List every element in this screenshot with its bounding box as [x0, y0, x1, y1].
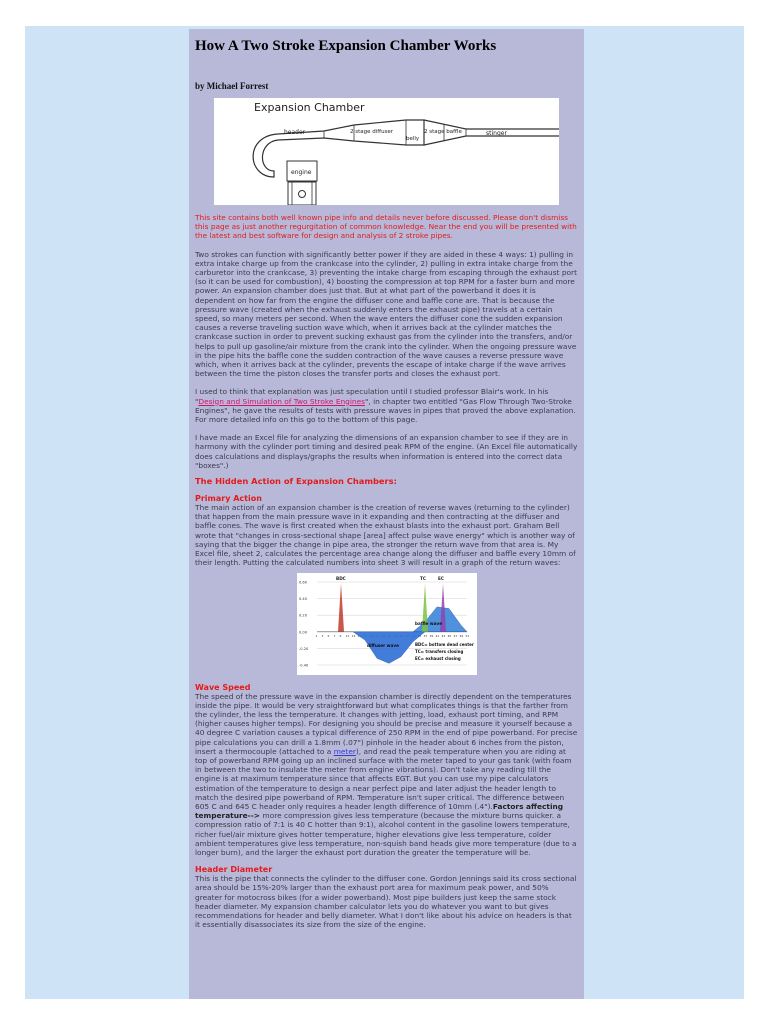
wave-speed-text-after: ), and read the peak temperature when you are riding at top of powerband RPM going up an inclined surface with the meter taped to your gas tank (with foam in between the two to insulate the meter from engine vibrations). Don't take any reading till the engine is at maximum temperature since that affects EGT. But you can use my pipe calculators estimation of the temperature to design a near perfect pipe and later adjust the header length to match the desired pipe powerband of RPM. Temperature isn't super critical. The difference between 605 C and 645 C header only requires a header length difference of 10mm (.4").: [195, 746, 572, 811]
x-tick-label: 39: [429, 633, 434, 638]
x-tick-label: 11: [345, 633, 350, 638]
blair-paragraph: [195, 387, 578, 424]
hidden-action-heading: The Hidden Action of Expansion Chambers:: [195, 476, 397, 487]
baffle-label: 2 stage baffle: [424, 129, 462, 135]
explanation-paragraph: Two strokes can function with significantly better power if they are aided in these 4 ways: 1) pulling in extra intake charge up from the crankcase into the cylinder, 2) pulling in extra intake charge from the carburetor into the crankcase, 3) preventing the intake charge from escaping through the exhaust port (so it can be used for combustion), 4) boosting the compression at top RPM for a faster burn and more power. An expansion chamber does just that. But at what part of the powerband it does it is dependent on how far from the engine the diffuser cone and baffle cone are. That is because the pressure wave (created when the exhaust suddenly enters the exhaust pipe) travels at a certain speed, so many meters per second. When the wave enters the diffuser cone the sudden expansion causes a reverse traveling suction wave which, when it arrives back at the cylinder matches the crankcase suction in order to prevent sucking exhaust gas from the cylinder into the transfers, and/or helps to pull up gasoline/air mixture from the crank into the cylinder. When the ongoing pressure wave in the pipe hits the baffle cone the sudden contraction of the wave causes a reverse pressure wave which, when it arrives back at the cylinder, prevents the escape of intake charge if the wave arrives between the time the piston closes the transfer ports and closes the exhaust port.: [195, 249, 577, 379]
page-title: How A Two Stroke Expansion Chamber Works: [195, 38, 497, 54]
marker-label: BDC: [336, 575, 346, 581]
legend-tc: TC= transfers closing: [415, 648, 464, 654]
x-tick-label: 51: [465, 633, 470, 638]
primary-action-text: The main action of an expansion chamber is the creation of reverse waves (returning to the cylinder) that happen from the main pressure wave in it expanding and then contracting at the diffuser and baffle cones. The wave is first created when the exhaust blasts into the exhaust port. Graham Bell wrote that "changes in cross-sectional shape [area] affect pulse wave energy" which is another way of saying that the bigger the change in pipe area, the stronger the return wave from that area is. My Excel file, sheet 2, calculates the percentage area change along the diffuser and baffle every 10mm of their length. Putting the calculated numbers into sheet 3 will result in a graph of the return waves:: [195, 503, 576, 568]
y-tick-label: 0.00: [299, 629, 308, 634]
excel-paragraph: I have made an Excel file for analyzing the dimensions of an expansion chamber to see if they are in harmony with the cylinder port timing and desired peak RPM of the engine. (An Excel file automatically does calculations and displays/graphs the results when information is entered into the correct data "boxes".): [195, 433, 578, 470]
x-tick-label: 9: [339, 633, 342, 638]
x-tick-label: 43: [441, 633, 446, 638]
y-tick-label: 0.60: [299, 580, 308, 584]
series-area-1: [413, 606, 467, 631]
header-label: header: [284, 129, 306, 136]
blair-text-before: I used to think that explanation was just speculation until I studied professor Blair's work. In his ": [195, 387, 549, 406]
engine-label: engine: [291, 169, 312, 176]
x-tick-label: 7: [333, 633, 336, 638]
x-tick-label: 1: [315, 633, 318, 638]
header-diameter-heading: Header Diameter: [195, 865, 273, 875]
y-tick-label: -0.40: [299, 663, 309, 667]
x-tick-label: 37: [423, 633, 428, 638]
stinger-label: stinger: [486, 130, 507, 137]
diffuser-wave-annotation: diffuser wave: [367, 642, 399, 648]
x-tick-label: 47: [453, 633, 458, 638]
wave-speed-text-before: The speed of the pressure wave in the expansion chamber is directly dependent on the temperatures inside the pipe. It would be very straightforward but what complicates things is that the farther from the cylinder, the less the temperature. It changes with jetting, load, exhaust port timing, and RPM (higher causes higher temps). For designing you should be precise and measure it yourself because a 40 degree C variation causes a typical difference of 250 RPM in the end of pipe powerband. For precise pipe calculations you can drill a 1.8mm (.07") pinhole in the header about 6 inches from the piston, insert a thermocouple (attached to a: [195, 691, 578, 756]
return-wave-chart: [297, 573, 477, 675]
diffuser-label: 2 stage diffuser: [350, 129, 394, 135]
x-tick-label: 45: [447, 633, 452, 638]
y-tick-label: 0.20: [299, 613, 308, 618]
article-column: [189, 29, 584, 999]
y-tick-label: -0.20: [299, 646, 309, 651]
diagram-title: Expansion Chamber: [254, 101, 365, 114]
x-tick-label: 3: [321, 633, 324, 638]
x-tick-label: 49: [459, 633, 464, 638]
blair-book-link[interactable]: Design and Simulation of Two Stroke Engines: [198, 396, 366, 406]
baffle-wave-annotation: baffle wave: [415, 620, 443, 626]
intro-text: This site contains both well known pipe info and details never before discussed. Please don't dismiss this page as just another regurgitation of common knowledge. Near the end you will be presented with the latest and best software for design and analysis of 2 stroke pipes.: [195, 213, 577, 241]
factors-text: more compression gives less temperature (because the mixture burns quicker. a compression ratio of 7:1 is 40 C hotter than 9:1), alcohol content in the gasoline lowers temperature, richer fuel/air mixture gives hotter temperature, higher elevations give less temperature, colder ambient temperatures give less temperature, non-squish band heads give more temperature (due to a longer burn), and the larger the exhaust port duration the greater the temperature will be.: [195, 811, 577, 857]
wave-speed-text: [195, 692, 578, 858]
belly-label: belly: [406, 136, 420, 142]
marker-label: EC: [438, 575, 444, 581]
page-background: [25, 26, 744, 999]
factors-label: Factors affecting temperature-->: [195, 801, 564, 821]
x-tick-label: 5: [327, 633, 330, 638]
blair-text-after: ", in chapter two entitled "Gas Flow Through Two-Stroke Engines", he gave the results of tests with pressure waves in pipes that proved the above explanation. For more detailed info on this go to the bottom of this page.: [195, 396, 576, 425]
byline: by Michael Forrest: [195, 81, 269, 91]
x-tick-label: 41: [435, 633, 440, 638]
marker-label: TC: [420, 575, 426, 581]
legend-ec: EC= exhaust closing: [415, 655, 461, 661]
y-tick-label: 0.40: [299, 596, 308, 601]
wave-speed-heading: Wave Speed: [195, 682, 251, 692]
legend-bdc: BDC= bottom dead center: [415, 641, 474, 647]
marker-spike: [338, 583, 344, 631]
meter-link[interactable]: meter: [333, 746, 356, 756]
header-diameter-text: This is the pipe that connects the cylinder to the diffuser cone. Gordon Jennings said its cross sectional area should be 15%-20% larger than the exhaust port area for maximum peak power, and 50% greater for motocross bikes (for a wider powerband). Most pipe builders just keep the same stock header diameter. My expansion chamber calculator lets you do whatever you want to but gives recommendations for header and belly diameter. What I don't like about his advice on headers is that it essentially disassociates its size from the size of the engine.: [195, 874, 577, 930]
x-tick-label: 13: [351, 633, 356, 638]
primary-action-heading: Primary Action: [195, 494, 262, 504]
expansion-chamber-diagram: [214, 98, 559, 205]
